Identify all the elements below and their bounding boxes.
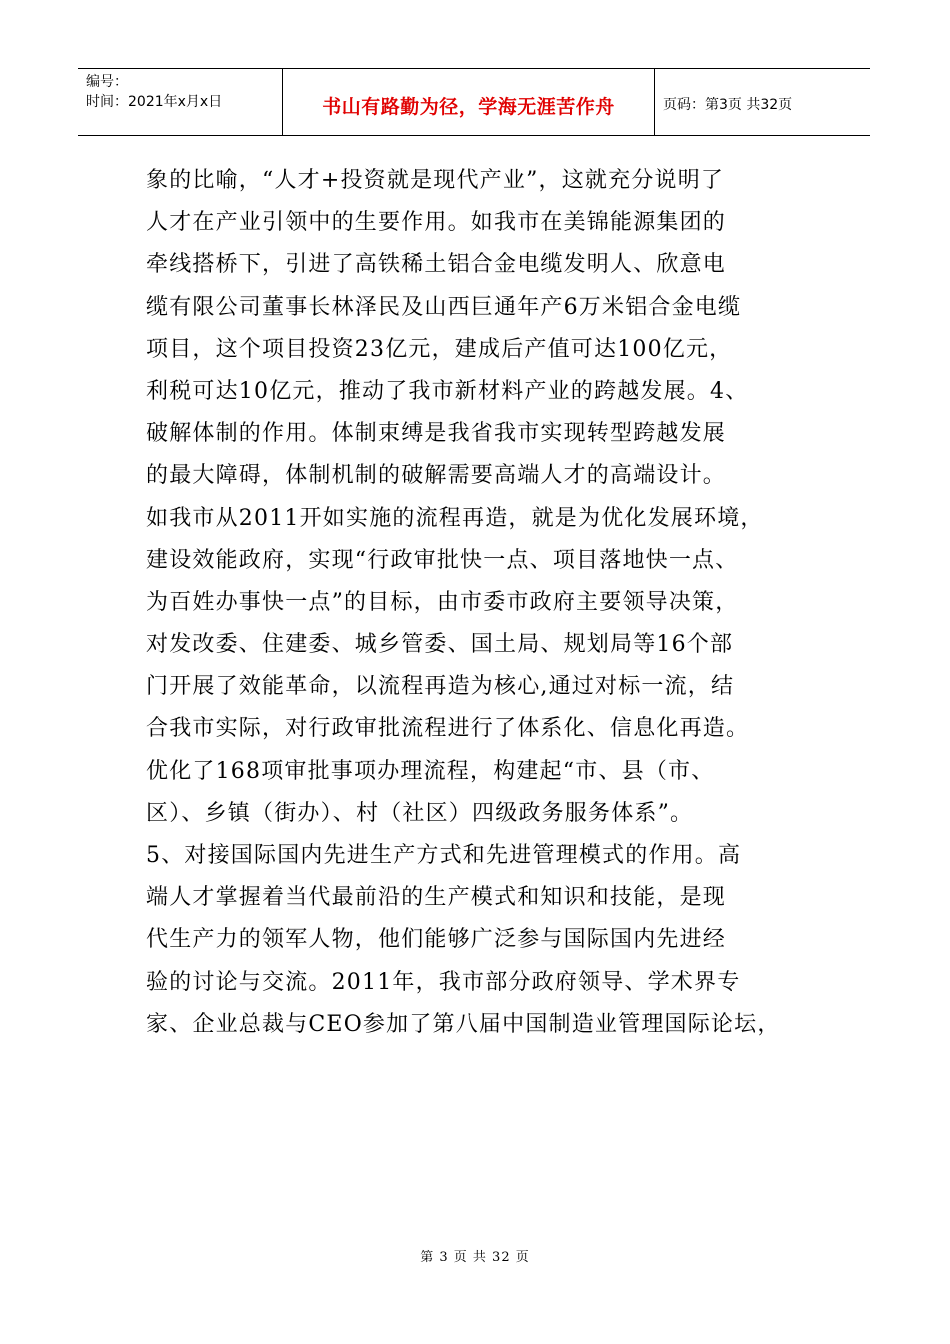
body-line: 对发改委、住建委、城乡管委、国土局、规划局等16个部: [146, 632, 734, 658]
body-line: 区）、乡镇（街办）、村（社区）四级政务服务体系”。: [146, 800, 694, 826]
body-line: 为百姓办事快一点”的目标，由市委市政府主要领导决策，: [146, 589, 739, 615]
body-line: 人才在产业引领中的生要作用。如我市在美锦能源集团的: [146, 210, 727, 236]
body-line: 象的比喻，“人才+投资就是现代产业”，这就充分说明了: [146, 168, 725, 193]
body-line: 5、对接国际国内先进生产方式和先进管理模式的作用。高: [146, 843, 742, 868]
body-line: 缆有限公司董事长林泽民及山西巨通年产6万米铝合金电缆: [146, 294, 742, 320]
body-line: 代生产力的领军人物，他们能够广泛参与国际国内先进经: [146, 927, 727, 953]
header-page-info: 页码：第3页 共32页: [663, 97, 793, 113]
serial-number-label: 编号：: [86, 74, 128, 90]
body-line: 项目，这个项目投资23亿元，建成后产值可达100亿元，: [146, 336, 733, 362]
page-footer: 第 3 页 共 32 页: [420, 1250, 530, 1265]
body-line: 牵线搭桥下，引进了高铁稀土铝合金电缆发明人、欣意电: [146, 252, 727, 278]
body-line: 门开展了效能革命，以流程再造为核心,通过对标一流，结: [146, 674, 735, 700]
body-line: 建设效能政府，实现“行政审批快一点、项目落地快一点、: [146, 547, 739, 573]
header-motto: 书山有路勤为径，学海无涯苦作舟: [283, 69, 655, 135]
header-meta: [78, 69, 283, 135]
page-header: [78, 68, 870, 136]
date-label: 时间：2021年x月x日: [86, 94, 223, 110]
body-line: 合我市实际，对行政审批流程进行了体系化、信息化再造。: [146, 716, 750, 742]
document-body: [146, 160, 836, 1046]
body-line: 的最大障碍，体制机制的破解需要高端人才的高端设计。: [146, 463, 727, 489]
body-line: 利税可达10亿元，推动了我市新材料产业的跨越发展。4、: [146, 378, 749, 404]
body-line: 家、企业总裁与CEO参加了第八届中国制造业管理国际论坛，: [146, 1011, 781, 1037]
body-line: 破解体制的作用。体制束缚是我省我市实现转型跨越发展: [146, 421, 727, 447]
body-line: 验的讨论与交流。2011年，我市部分政府领导、学术界专: [146, 969, 741, 995]
body-line: 端人才掌握着当代最前沿的生产模式和知识和技能，是现: [146, 885, 727, 911]
body-line: 优化了168项审批事项办理流程，构建起“市、县（市、: [146, 758, 715, 784]
body-line: 如我市从2011开如实施的流程再造，就是为优化发展环境，: [146, 505, 764, 531]
